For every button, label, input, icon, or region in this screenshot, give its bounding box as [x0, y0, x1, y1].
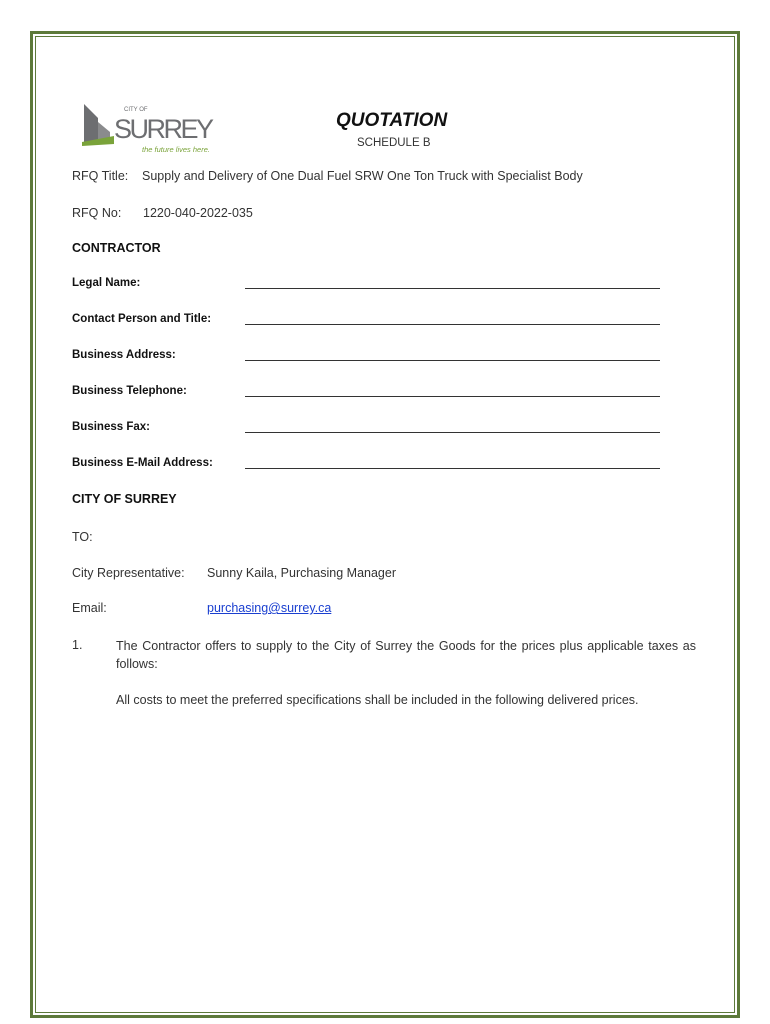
business-address-field[interactable]	[245, 360, 660, 361]
business-email-field[interactable]	[245, 468, 660, 469]
section-number: 1.	[72, 638, 83, 652]
email-link[interactable]: purchasing@surrey.ca	[207, 601, 332, 615]
email-label: Email:	[72, 601, 107, 615]
business-telephone-label: Business Telephone:	[72, 385, 187, 397]
document-subtitle: SCHEDULE B	[357, 137, 431, 149]
logo-org-small: CITY OF	[124, 107, 148, 113]
business-fax-field[interactable]	[245, 432, 660, 433]
section-1-text: The Contractor offers to supply to the City of Surrey the Goods for the prices plus applicable taxes as follows:	[116, 639, 696, 671]
city-heading: CITY OF SURREY	[72, 492, 177, 506]
business-address-label: Business Address:	[72, 349, 176, 361]
rfq-title-label: RFQ Title:	[72, 169, 129, 183]
rfq-no-value: 1220-040-2022-035	[143, 206, 253, 220]
business-fax-label: Business Fax:	[72, 421, 150, 433]
city-rep-label: City Representative:	[72, 566, 185, 580]
legal-name-label: Legal Name:	[72, 277, 141, 289]
section-1-subtext: All costs to meet the preferred specifications shall be included in the following delivered prices.	[116, 693, 639, 707]
rfq-no-label: RFQ No:	[72, 206, 122, 220]
contact-person-label: Contact Person and Title:	[72, 313, 212, 325]
business-email-label: Business E-Mail Address:	[72, 457, 213, 469]
legal-name-field[interactable]	[245, 288, 660, 289]
to-label: TO:	[72, 530, 93, 544]
rfq-title-value: Supply and Delivery of One Dual Fuel SRW One Ton Truck with Specialist Body	[142, 169, 583, 183]
document-title: QUOTATION	[336, 110, 448, 131]
city-rep-value: Sunny Kaila, Purchasing Manager	[207, 566, 397, 580]
contractor-heading: CONTRACTOR	[72, 241, 161, 255]
city-of-surrey-logo	[80, 98, 230, 154]
logo-org-name: SURREY	[114, 114, 214, 144]
business-telephone-field[interactable]	[245, 396, 660, 397]
contact-person-field[interactable]	[245, 324, 660, 325]
logo-tagline: the future lives here.	[142, 145, 210, 154]
